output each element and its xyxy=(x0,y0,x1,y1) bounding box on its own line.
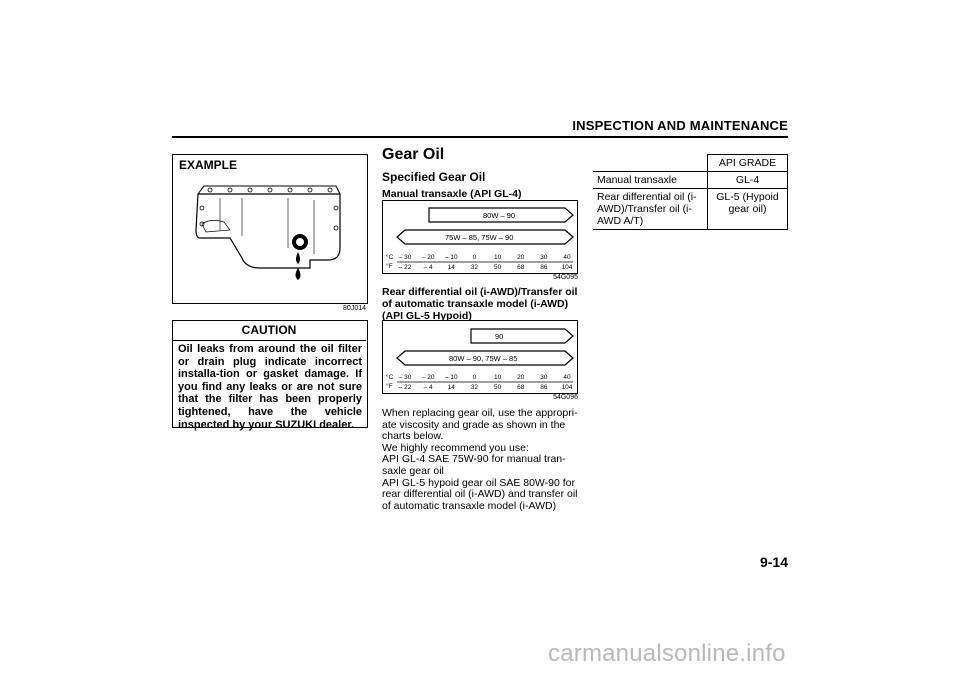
table-row-label: Rear differential oil (i-AWD)/Transfer oil (i-AWD A/T) xyxy=(593,189,708,230)
chart-2-code: 54G096 xyxy=(553,394,578,401)
body-line: charts below. xyxy=(382,430,444,443)
body-line: API GL-4 SAE 75W-90 for manual tran- xyxy=(382,453,566,466)
fahrenheit-tick-label: – 4 xyxy=(423,384,433,391)
celsius-tick-label: 10 xyxy=(493,254,502,261)
fahrenheit-tick-label: 104 xyxy=(561,384,573,391)
table-row-label: Manual transaxle xyxy=(593,172,708,189)
example-figure-code: 80J014 xyxy=(343,305,366,312)
body-line: of automatic transaxle model (i-AWD) xyxy=(382,499,557,512)
table-row-value: GL-4 xyxy=(708,172,788,189)
celsius-unit: °C xyxy=(386,254,394,261)
body-line: rear differential oil (i-AWD) and transfer oil xyxy=(382,488,578,501)
celsius-tick-label: – 10 xyxy=(444,254,458,261)
table-empty-cell xyxy=(593,155,708,172)
header-rule xyxy=(172,136,788,138)
celsius-unit: °C xyxy=(386,374,394,381)
api-grade-table xyxy=(593,154,788,230)
manual-transaxle-heading: Manual transaxle (API GL-4) xyxy=(382,188,522,200)
caution-heading: CAUTION xyxy=(172,320,366,341)
fahrenheit-tick-label: – 22 xyxy=(398,264,412,271)
celsius-tick-label: – 20 xyxy=(421,254,435,261)
viscosity-bar-top xyxy=(471,329,573,343)
fahrenheit-tick-label: 68 xyxy=(517,384,525,391)
caution-text: Oil leaks from around the oil filter or drain plug indicate incorrect installa-tion or gasket damage. If you find any leaks or are not sure that the filter has been properly tightened, have the vehicle inspected by your SUZUKI dealer. xyxy=(178,343,362,431)
watermark: carmanualsonline.info xyxy=(548,640,786,667)
fahrenheit-tick-label: 14 xyxy=(447,384,455,391)
gear-oil-heading: Gear Oil xyxy=(382,146,445,163)
example-title: EXAMPLE xyxy=(179,158,238,172)
viscosity-chart-rear xyxy=(382,320,578,394)
celsius-tick-label: – 30 xyxy=(398,254,412,261)
viscosity-bar-top-label: 80W – 90 xyxy=(483,211,516,220)
fahrenheit-tick-label: 86 xyxy=(540,384,548,391)
page-number: 9-14 xyxy=(759,554,788,570)
celsius-tick-label: 40 xyxy=(563,254,571,261)
celsius-tick-label: – 20 xyxy=(421,374,435,381)
celsius-tick-label: 30 xyxy=(540,374,548,381)
celsius-tick-label: 30 xyxy=(540,254,548,261)
viscosity-chart-manual xyxy=(382,200,578,274)
fahrenheit-tick-label: 86 xyxy=(540,264,548,271)
viscosity-bar-bottom-label: 75W – 85, 75W – 90 xyxy=(445,233,514,242)
celsius-tick-label: 40 xyxy=(563,374,571,381)
oil-pan-illustration xyxy=(190,178,350,288)
specified-gear-oil-heading: Specified Gear Oil xyxy=(382,170,486,184)
gear-oil-body-text xyxy=(382,408,578,512)
chart-1-code: 54G095 xyxy=(553,274,578,281)
fahrenheit-tick-label: – 4 xyxy=(423,264,433,271)
fahrenheit-tick-label: 50 xyxy=(493,384,502,391)
section-title: INSPECTION AND MAINTENANCE xyxy=(572,118,788,133)
body-line: API GL-5 hypoid gear oil SAE 80W-90 for xyxy=(382,476,575,489)
table-header-row xyxy=(593,155,788,172)
body-line: When replacing gear oil, use the appropri- xyxy=(382,407,578,419)
celsius-tick-label: 20 xyxy=(517,254,525,261)
fahrenheit-tick-label: 50 xyxy=(493,264,502,271)
celsius-tick-label: 20 xyxy=(517,374,525,381)
body-line: ate viscosity and grade as shown in the xyxy=(382,418,566,431)
viscosity-bar-bottom-label: 80W – 90, 75W – 85 xyxy=(449,354,518,363)
fahrenheit-tick-label: 32 xyxy=(470,384,479,391)
fahrenheit-tick-label: 32 xyxy=(470,264,479,271)
fahrenheit-unit: °F xyxy=(386,383,393,390)
celsius-tick-label: 10 xyxy=(493,374,502,381)
body-line: saxle gear oil xyxy=(382,464,444,477)
rear-differential-heading: Rear differential oil (i-AWD)/Transfer oil of automatic transaxle model (i-AWD) (API GL-5 Hypoid) xyxy=(382,286,578,322)
table-row-value: GL-5 (Hypoid gear oil) xyxy=(708,189,788,230)
table-header-cell: API GRADE xyxy=(708,155,788,172)
celsius-tick-label: 0 xyxy=(472,374,477,381)
celsius-tick-label: 0 xyxy=(472,254,477,261)
viscosity-bar-top-label: 90 xyxy=(495,332,504,341)
fahrenheit-unit: °F xyxy=(386,263,393,270)
body-line: We highly recommend you use: xyxy=(382,441,529,454)
fahrenheit-tick-label: 104 xyxy=(561,264,573,271)
table-row xyxy=(593,172,788,189)
fahrenheit-tick-label: – 22 xyxy=(398,384,412,391)
fahrenheit-tick-label: 14 xyxy=(447,264,455,271)
fahrenheit-tick-label: 68 xyxy=(517,264,525,271)
celsius-tick-label: – 10 xyxy=(444,374,458,381)
celsius-tick-label: – 30 xyxy=(398,374,412,381)
table-row xyxy=(593,189,788,230)
